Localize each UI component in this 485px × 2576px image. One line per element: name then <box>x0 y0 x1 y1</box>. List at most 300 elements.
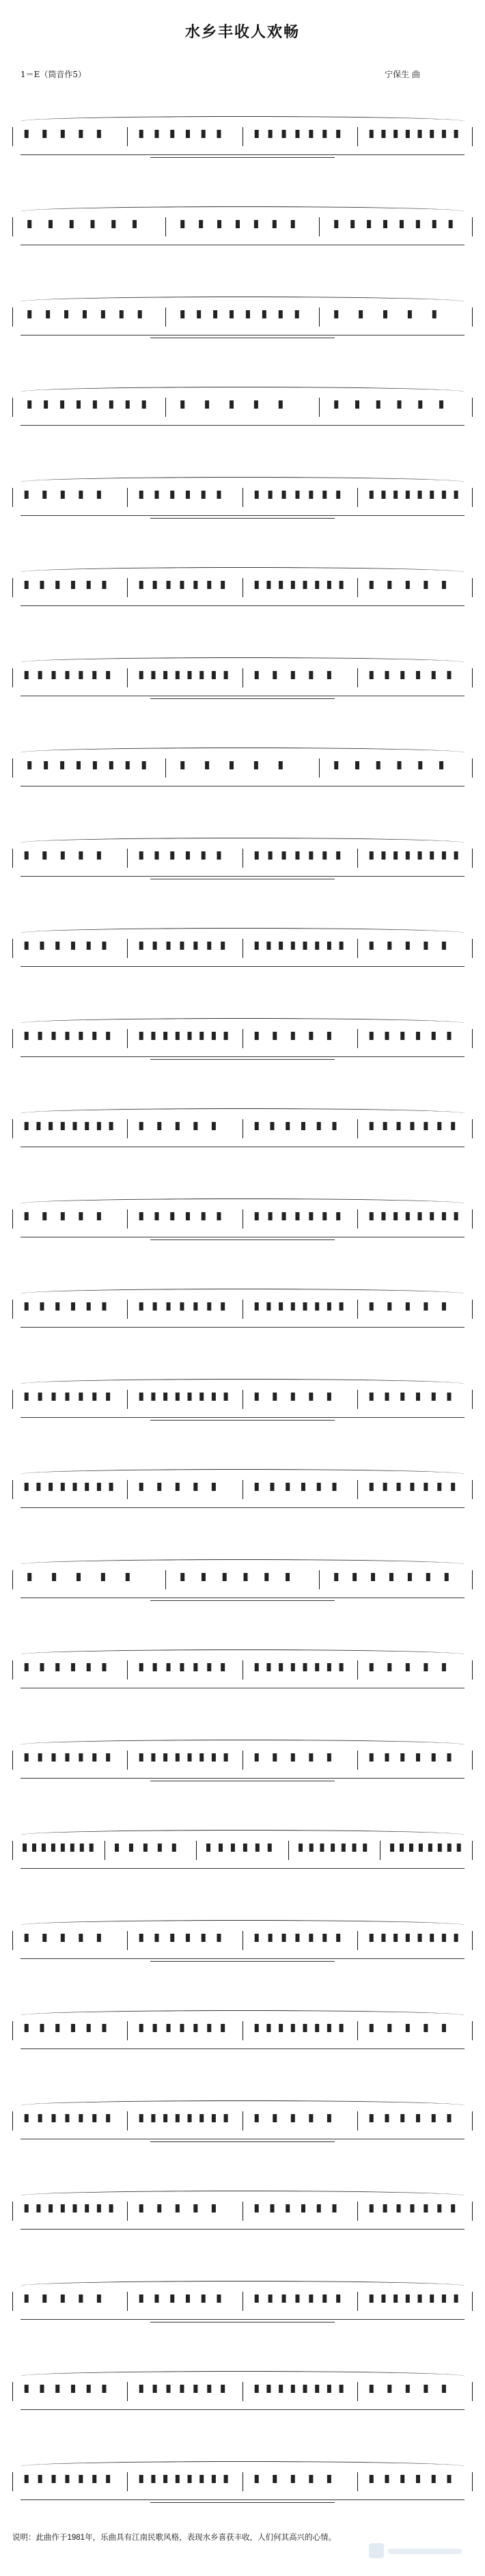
note-glyph <box>286 1483 290 1491</box>
note-glyph <box>339 2024 343 2032</box>
note-glyph <box>27 761 31 769</box>
note-glyph <box>416 671 420 679</box>
note-glyph <box>369 1032 373 1040</box>
note-glyph <box>286 2204 290 2212</box>
note-glyph <box>217 491 221 499</box>
note-glyph <box>89 1844 94 1852</box>
note-glyph <box>442 1212 446 1220</box>
measure-row <box>12 1837 473 1864</box>
note-glyph <box>295 1212 299 1220</box>
note-glyph <box>55 2024 59 2032</box>
note-glyph <box>199 1753 204 1762</box>
note-glyph <box>194 1663 198 1671</box>
note-glyph <box>254 130 258 138</box>
measure <box>128 849 242 868</box>
note-glyph <box>309 2475 313 2483</box>
notation-glyphs <box>246 2382 355 2398</box>
notation-system <box>12 1726 473 1816</box>
note-glyph <box>87 1663 91 1671</box>
key-signature: 1＝E（筒音作5） <box>20 70 87 79</box>
note-glyph <box>381 1212 385 1220</box>
note-glyph <box>309 671 313 679</box>
note-glyph <box>194 2204 198 2212</box>
note-glyph <box>61 1122 65 1130</box>
note-glyph <box>273 2475 277 2483</box>
note-glyph <box>309 1753 313 1762</box>
note-glyph <box>409 1844 413 1852</box>
note-glyph <box>153 2024 157 2032</box>
notation-glyphs <box>246 939 355 955</box>
measure <box>12 398 166 417</box>
note-glyph <box>254 1934 258 1942</box>
measure <box>243 578 358 597</box>
note-glyph <box>416 2114 420 2122</box>
note-glyph <box>369 581 373 589</box>
measure-row <box>12 2107 473 2135</box>
note-glyph <box>102 1663 106 1671</box>
note-glyph <box>80 1844 84 1852</box>
note-glyph <box>194 2024 198 2032</box>
note-glyph <box>369 851 373 860</box>
note-glyph <box>327 942 331 950</box>
note-glyph <box>139 1934 143 1942</box>
measure-row <box>12 2378 473 2405</box>
note-glyph <box>290 2475 294 2483</box>
notation-glyphs <box>16 2021 124 2038</box>
notation-system <box>12 1546 473 1636</box>
note-glyph <box>25 1393 29 1401</box>
note-glyph <box>431 2114 435 2122</box>
note-glyph <box>369 2385 373 2393</box>
note-glyph <box>396 1122 400 1130</box>
notation-glyphs <box>361 1931 469 1947</box>
measure <box>12 1029 128 1048</box>
measure <box>243 2111 358 2130</box>
note-glyph <box>55 1302 59 1311</box>
note-glyph <box>79 2294 83 2303</box>
note-glyph <box>286 1573 290 1581</box>
note-glyph <box>155 1934 159 1942</box>
note-glyph <box>199 2114 204 2122</box>
note-glyph <box>442 1934 446 1942</box>
notation-glyphs <box>130 1029 239 1045</box>
note-glyph <box>186 491 190 499</box>
note-glyph <box>254 1122 258 1130</box>
notation-system <box>12 644 473 734</box>
note-glyph <box>111 220 115 228</box>
measure <box>358 2111 473 2130</box>
note-glyph <box>52 671 56 679</box>
measure <box>128 2111 242 2130</box>
note-glyph <box>291 220 295 228</box>
note-glyph <box>217 2294 221 2303</box>
note-glyph <box>85 2204 89 2212</box>
measure <box>243 939 358 958</box>
note-glyph <box>406 2385 410 2393</box>
note-glyph <box>437 1483 441 1491</box>
note-glyph <box>254 1393 258 1401</box>
measure <box>358 2202 473 2221</box>
note-glyph <box>400 671 404 679</box>
measure-row <box>12 1746 473 1774</box>
measure-row <box>12 1296 473 1323</box>
note-glyph <box>266 942 271 950</box>
note-glyph <box>381 851 385 860</box>
note-glyph <box>60 761 64 769</box>
note-glyph <box>180 942 184 950</box>
note-glyph <box>38 1753 42 1762</box>
notation-glyphs <box>130 1209 239 1226</box>
note-glyph <box>406 851 410 860</box>
note-glyph <box>431 671 435 679</box>
note-glyph <box>396 2204 400 2212</box>
note-glyph <box>385 2475 389 2483</box>
notation-glyphs <box>246 127 355 143</box>
note-glyph <box>385 2114 389 2122</box>
note-glyph <box>212 1032 216 1040</box>
note-glyph <box>367 220 371 228</box>
note-glyph <box>181 1573 185 1581</box>
note-glyph <box>369 2024 373 2032</box>
notation-glyphs <box>16 2202 124 2218</box>
note-glyph <box>142 400 146 409</box>
note-glyph <box>279 310 283 318</box>
note-glyph <box>266 2385 271 2393</box>
note-glyph <box>186 1212 190 1220</box>
beam-line <box>20 2499 465 2500</box>
measure <box>243 1119 358 1138</box>
note-glyph <box>155 1212 159 1220</box>
notation-glyphs <box>16 2472 124 2489</box>
note-glyph <box>97 1483 101 1491</box>
measure <box>128 2472 242 2491</box>
note-glyph <box>369 1302 373 1311</box>
note-glyph <box>339 2385 343 2393</box>
note-glyph <box>186 851 190 860</box>
note-glyph <box>139 1122 143 1130</box>
note-glyph <box>254 400 258 409</box>
note-glyph <box>163 2114 167 2122</box>
notation-glyphs <box>246 1300 355 1316</box>
measure <box>320 307 473 327</box>
notation-glyphs <box>130 1390 239 1406</box>
note-glyph <box>199 671 204 679</box>
measure <box>243 1300 358 1319</box>
notation-glyphs <box>246 2021 355 2038</box>
measure <box>358 488 473 507</box>
note-glyph <box>254 220 258 228</box>
note-glyph <box>430 2294 434 2303</box>
note-glyph <box>27 1573 31 1581</box>
note-glyph <box>383 1483 387 1491</box>
note-glyph <box>155 2294 159 2303</box>
measure <box>12 1660 128 1680</box>
note-glyph <box>167 942 171 950</box>
beam-line <box>20 1958 465 1959</box>
note-glyph <box>290 671 294 679</box>
note-glyph <box>400 2114 404 2122</box>
note-glyph <box>431 1032 435 1040</box>
note-glyph <box>139 2294 143 2303</box>
note-glyph <box>109 1483 113 1491</box>
note-glyph <box>322 851 327 860</box>
measure <box>12 849 128 868</box>
note-glyph <box>442 2024 446 2032</box>
beam-line <box>20 966 465 967</box>
note-glyph <box>416 1032 420 1040</box>
note-glyph <box>442 1663 446 1671</box>
note-glyph <box>42 491 46 499</box>
notation-glyphs <box>383 1841 469 1857</box>
notation-glyphs <box>246 1029 355 1045</box>
measure <box>12 2382 128 2401</box>
notation-glyphs <box>130 1300 239 1316</box>
note-glyph <box>139 2204 143 2212</box>
note-glyph <box>92 671 96 679</box>
notation-glyphs <box>246 849 355 865</box>
note-glyph <box>417 1212 421 1220</box>
note-glyph <box>139 671 143 679</box>
note-glyph <box>194 1483 198 1491</box>
note-glyph <box>71 942 75 950</box>
measure <box>197 1841 289 1860</box>
note-glyph <box>369 1212 373 1220</box>
note-glyph <box>44 761 48 769</box>
measure <box>358 668 473 687</box>
note-glyph <box>432 220 436 228</box>
note-glyph <box>359 310 363 318</box>
note-glyph <box>316 1483 320 1491</box>
note-glyph <box>301 1122 305 1130</box>
note-glyph <box>188 671 192 679</box>
note-glyph <box>369 1663 373 1671</box>
note-glyph <box>290 1302 294 1311</box>
note-glyph <box>221 1302 225 1311</box>
note-glyph <box>70 220 74 228</box>
note-glyph <box>268 1844 272 1852</box>
note-glyph <box>426 1573 430 1581</box>
beam-line-secondary <box>150 2141 335 2142</box>
notation-glyphs <box>292 1841 378 1857</box>
note-glyph <box>230 761 234 769</box>
note-glyph <box>279 400 283 409</box>
notation-glyphs <box>130 2292 239 2308</box>
note-glyph <box>170 1212 174 1220</box>
measure <box>358 1480 473 1499</box>
note-glyph <box>454 1212 458 1220</box>
note-glyph <box>60 400 64 409</box>
note-glyph <box>400 1393 404 1401</box>
note-glyph <box>40 1663 44 1671</box>
note-glyph <box>230 310 234 318</box>
note-glyph <box>339 1302 343 1311</box>
note-glyph <box>254 2204 258 2212</box>
note-glyph <box>153 2385 157 2393</box>
note-glyph <box>406 491 410 499</box>
measure <box>166 398 319 417</box>
note-glyph <box>109 761 113 769</box>
note-glyph <box>176 1483 180 1491</box>
note-glyph <box>355 400 359 409</box>
measure <box>243 1209 358 1229</box>
note-glyph <box>102 942 106 950</box>
note-glyph <box>65 2114 69 2122</box>
note-glyph <box>447 1844 452 1852</box>
note-glyph <box>133 220 137 228</box>
note-glyph <box>153 942 157 950</box>
notation-glyphs <box>246 1660 355 1677</box>
notation-system <box>12 463 473 553</box>
note-glyph <box>279 581 283 589</box>
note-glyph <box>417 851 421 860</box>
note-glyph <box>52 2114 56 2122</box>
note-glyph <box>186 1934 190 1942</box>
note-glyph <box>106 671 110 679</box>
note-glyph <box>254 1663 258 1671</box>
beam-line-secondary <box>150 2502 335 2503</box>
note-glyph <box>61 491 65 499</box>
note-glyph <box>194 581 198 589</box>
measure <box>243 2202 358 2221</box>
notation-glyphs <box>16 1209 124 1226</box>
measure <box>358 2021 473 2040</box>
note-glyph <box>25 2385 29 2393</box>
notation-glyphs <box>16 1570 163 1587</box>
note-glyph <box>79 851 83 860</box>
note-glyph <box>309 1032 313 1040</box>
note-glyph <box>109 400 113 409</box>
note-glyph <box>334 761 338 769</box>
beam-line-secondary <box>150 1059 335 1060</box>
note-glyph <box>194 2385 198 2393</box>
notation-system <box>12 824 473 914</box>
note-glyph <box>447 1032 451 1040</box>
note-glyph <box>295 491 299 499</box>
measure <box>358 2382 473 2401</box>
note-glyph <box>152 2114 156 2122</box>
note-glyph <box>439 761 443 769</box>
note-glyph <box>40 581 44 589</box>
note-glyph <box>369 1483 373 1491</box>
note-glyph <box>400 1032 404 1040</box>
note-glyph <box>254 1753 258 1762</box>
note-glyph <box>369 1122 373 1130</box>
note-glyph <box>51 1844 55 1852</box>
note-glyph <box>442 491 446 499</box>
beam-line-secondary <box>150 1239 335 1240</box>
note-glyph <box>176 1393 180 1401</box>
note-glyph <box>444 1573 448 1581</box>
note-glyph <box>417 491 421 499</box>
note-glyph <box>71 1302 75 1311</box>
measure <box>358 1119 473 1138</box>
note-glyph <box>106 2114 110 2122</box>
measure <box>12 2292 128 2311</box>
note-glyph <box>385 1032 389 1040</box>
note-glyph <box>254 1032 258 1040</box>
note-glyph <box>334 220 338 228</box>
note-glyph <box>309 1212 313 1220</box>
note-glyph <box>139 2385 143 2393</box>
note-glyph <box>428 1844 432 1852</box>
note-glyph <box>188 1393 192 1401</box>
note-glyph <box>61 2294 65 2303</box>
notation-glyphs <box>16 127 124 143</box>
note-glyph <box>303 2385 307 2393</box>
note-glyph <box>25 1753 29 1762</box>
note-glyph <box>334 400 338 409</box>
note-glyph <box>290 2385 294 2393</box>
note-glyph <box>430 491 434 499</box>
note-glyph <box>447 2114 451 2122</box>
note-glyph <box>176 1032 180 1040</box>
measure-row <box>12 484 473 511</box>
note-glyph <box>290 581 294 589</box>
note-glyph <box>92 2114 96 2122</box>
beam-line <box>20 876 465 877</box>
note-glyph <box>268 1934 272 1942</box>
note-glyph <box>273 1032 277 1040</box>
measure <box>358 2472 473 2491</box>
note-glyph <box>336 130 340 138</box>
measure-row <box>12 664 473 691</box>
note-glyph <box>42 130 46 138</box>
measure <box>358 2292 473 2311</box>
notation-glyphs <box>16 1300 124 1316</box>
note-glyph <box>254 2475 258 2483</box>
note-glyph <box>212 2204 216 2212</box>
note-glyph <box>186 130 190 138</box>
note-glyph <box>205 400 209 409</box>
measure <box>358 1751 473 1770</box>
note-glyph <box>52 1753 56 1762</box>
note-glyph <box>327 1663 331 1671</box>
note-glyph <box>393 2294 398 2303</box>
note-glyph <box>336 491 340 499</box>
note-glyph <box>61 130 65 138</box>
notation-glyphs <box>169 1570 316 1587</box>
note-glyph <box>273 220 277 228</box>
note-glyph <box>224 2475 228 2483</box>
note-glyph <box>139 2024 143 2032</box>
note-glyph <box>167 2024 171 2032</box>
note-glyph <box>424 2204 428 2212</box>
note-glyph <box>290 942 294 950</box>
note-glyph <box>224 671 228 679</box>
note-glyph <box>138 310 142 318</box>
notation-glyphs <box>169 758 316 775</box>
note-glyph <box>387 942 391 950</box>
measure <box>243 2292 358 2311</box>
note-glyph <box>339 942 343 950</box>
note-glyph <box>77 400 81 409</box>
note-glyph <box>65 671 69 679</box>
note-glyph <box>25 1663 29 1671</box>
note-glyph <box>213 310 217 318</box>
note-glyph <box>393 491 398 499</box>
note-glyph <box>97 1212 101 1220</box>
note-glyph <box>212 2475 216 2483</box>
measure-row <box>12 394 473 421</box>
note-glyph <box>79 1212 83 1220</box>
notation-glyphs <box>16 217 163 234</box>
note-glyph <box>65 1032 69 1040</box>
measure-row <box>12 213 473 241</box>
note-glyph <box>199 1393 204 1401</box>
note-glyph <box>352 1844 356 1852</box>
note-glyph <box>224 2114 228 2122</box>
note-glyph <box>152 1393 156 1401</box>
